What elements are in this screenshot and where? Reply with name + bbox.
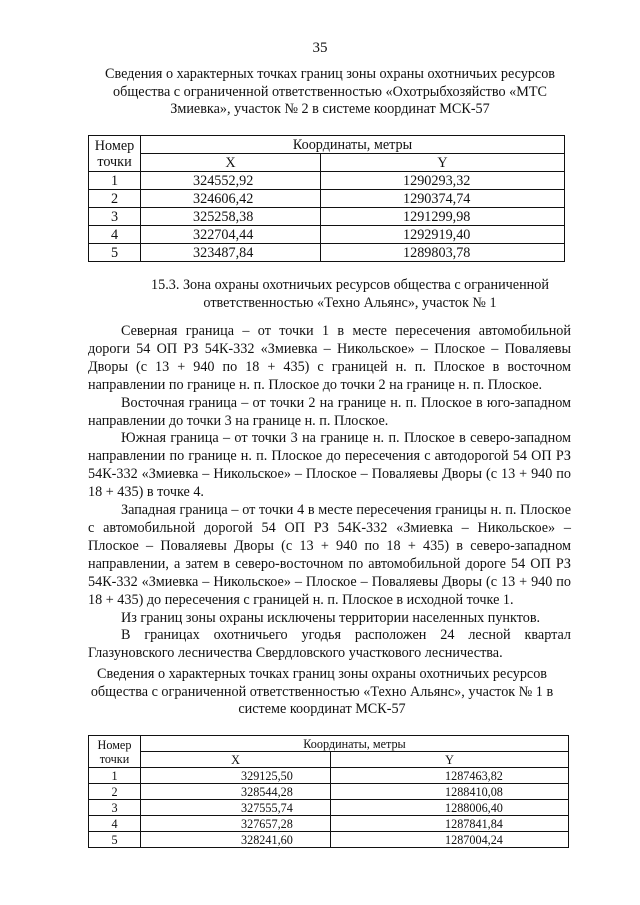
coordinates-table-1 <box>88 135 565 262</box>
point-header-line2: точки <box>99 751 130 766</box>
point-number-cell: 1 <box>89 768 141 784</box>
boundary-description <box>88 323 571 663</box>
point-number-header <box>89 736 141 768</box>
point-header-line1: Номер <box>94 137 135 154</box>
point-number-cell: 2 <box>89 784 141 800</box>
table-subheader-row <box>89 752 569 768</box>
point-number-header <box>89 136 141 172</box>
y-cell: 1287463,82 <box>331 768 569 784</box>
x-cell: 328544,28 <box>141 784 331 800</box>
x-cell: 327657,28 <box>141 816 331 832</box>
x-cell: 322704,44 <box>141 226 321 244</box>
east-boundary-paragraph: Восточная граница – от точки 2 на границе н. п. Плоское в юго-западном направлении до точки 3 на границе н. п. Плоское. <box>88 394 571 429</box>
x-cell: 323487,84 <box>141 244 321 262</box>
point-number-cell: 1 <box>89 172 141 190</box>
x-header: X <box>141 154 321 172</box>
table-row <box>89 832 569 848</box>
y-cell: 1290374,74 <box>321 190 565 208</box>
y-cell: 1290293,32 <box>321 172 565 190</box>
point-header-line1: Номер <box>97 737 132 752</box>
exclusions-paragraph: Из границ зоны охраны исключены территории населенных пунктов. <box>121 609 541 626</box>
table-row <box>89 768 569 784</box>
section-heading: 15.3. Зона охраны охотничьих ресурсов общества с ограниченной ответственностью «Техно Альянс», участок № 1 <box>151 277 549 311</box>
x-cell: 325258,38 <box>141 208 321 226</box>
y-cell: 1291299,98 <box>321 208 565 226</box>
y-cell: 1287841,84 <box>331 816 569 832</box>
point-number-cell: 4 <box>89 226 141 244</box>
x-cell: 329125,50 <box>141 768 331 784</box>
table-row <box>89 816 569 832</box>
point-number-cell: 5 <box>89 832 141 848</box>
north-boundary-paragraph: Северная граница – от точки 1 в месте пересечения автомобильной дороги 54 ОП РЗ 54К-332 «Змиевка – Никольское» – Плоское – Поваляевы Дворы (с 13 + 940 по 18 + 435) с границей н. п. Плоское в восточном направлении по границе н. п. Плоское до точки 2 на границе н. п. Плоское. <box>88 323 571 393</box>
table-row <box>89 784 569 800</box>
point-number-cell: 4 <box>89 816 141 832</box>
west-boundary-paragraph: Западная граница – от точки 4 в месте пересечения границы н. п. Плоское с автомобильной дорогой 54 ОП РЗ 54К-332 «Змиевка – Никольское» – Плоское – Поваляевы Дворы (с 13 + 940 по 18 + 435) в северо-западном направлении, а затем в северо-восточном по автомобильной дороге 54 ОП РЗ 54К-332 «Змиевка – Никольское» – Плоское – Поваляевы Дворы (с 13 + 940 по 18 + 435) до пересечения с границей н. п. Плоское в исходной точке 1. <box>88 502 571 608</box>
y-cell: 1292919,40 <box>321 226 565 244</box>
x-cell: 327555,74 <box>141 800 331 816</box>
table-row <box>89 800 569 816</box>
y-cell: 1288006,40 <box>331 800 569 816</box>
point-header-line2: точки <box>97 153 132 170</box>
point-number-cell: 5 <box>89 244 141 262</box>
table-row <box>89 190 565 208</box>
table-row <box>89 208 565 226</box>
point-number-cell: 3 <box>89 800 141 816</box>
table-subheader-row <box>89 154 565 172</box>
y-cell: 1289803,78 <box>321 244 565 262</box>
table-row <box>89 244 565 262</box>
page-number: 35 <box>312 40 328 56</box>
x-cell: 328241,60 <box>141 832 331 848</box>
point-number-cell: 2 <box>89 190 141 208</box>
x-cell: 324552,92 <box>141 172 321 190</box>
table-row <box>89 226 565 244</box>
coordinates-table-2 <box>88 735 569 848</box>
point-number-cell: 3 <box>89 208 141 226</box>
table-header-row <box>89 136 565 154</box>
table-header-row <box>89 736 569 752</box>
south-boundary-paragraph: Южная граница – от точки 3 на границе н. п. Плоское в северо-западном направлении по границе н. п. Плоское до пересечения с автодорогой 54 ОП РЗ 54К-332 «Змиевка – Никольское» – Плоское – Поваляевы Дворы (с 13 + 940 по 18 + 435) в точке 4. <box>88 430 571 501</box>
y-header: Y <box>321 154 565 172</box>
table2-caption: Сведения о характерных точках границ зоны охраны охотничьих ресурсов общества с ограниченной ответственностью «Техно Альянс», участок № 1 в системе координат МСК-57 <box>90 666 554 717</box>
x-cell: 324606,42 <box>141 190 321 208</box>
forest-quarter-paragraph: В границах охотничьего угодья расположен 24 лесной квартал Глазуновского лесничества Свердловского участкового лесничества. <box>88 627 571 662</box>
coordinates-header: Координаты, метры <box>141 136 565 154</box>
table1-caption: Сведения о характерных точках границ зоны охраны охотничьих ресурсов общества с ограниченной ответственностью «Охотрыбхозяйство «МТС Змиевка», участок № 2 в системе координат МСК-57 <box>104 66 556 117</box>
coordinates-header: Координаты, метры <box>141 736 569 752</box>
x-header: X <box>141 752 331 768</box>
y-cell: 1287004,24 <box>331 832 569 848</box>
table-row <box>89 172 565 190</box>
y-cell: 1288410,08 <box>331 784 569 800</box>
y-header: Y <box>331 752 569 768</box>
